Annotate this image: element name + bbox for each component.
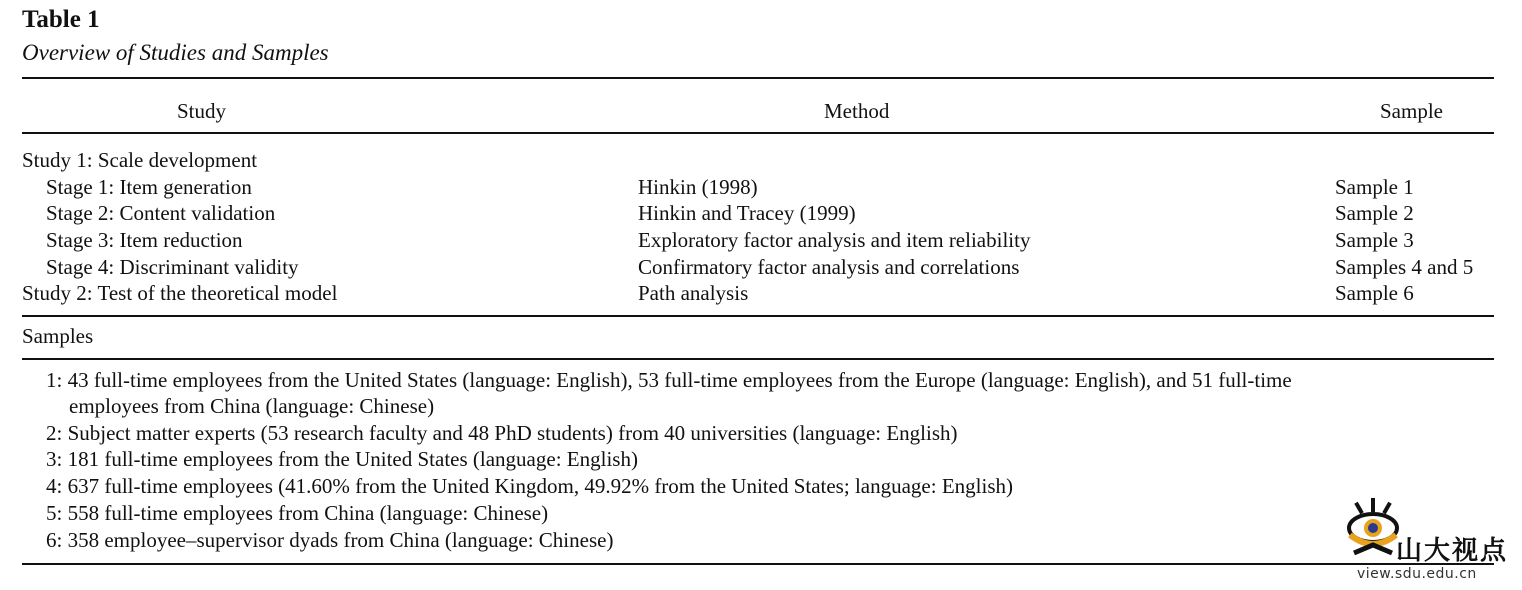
sample-note-continuation: employees from China (language: Chinese) — [69, 394, 435, 418]
sample-note: 6: 358 employee–supervisor dyads from China (language: Chinese) — [46, 528, 614, 552]
samples-rule — [22, 358, 1494, 360]
row-study: Study 1: Scale development — [22, 148, 258, 172]
row-sample: Samples 4 and 5 — [1335, 255, 1474, 279]
row-method: Hinkin and Tracey (1999) — [638, 201, 856, 225]
row-method: Exploratory factor analysis and item reliability — [638, 228, 1031, 252]
header-study: Study — [177, 99, 227, 123]
samples-header: Samples — [22, 324, 94, 348]
table-caption: Overview of Studies and Samples — [22, 40, 329, 65]
row-study: Stage 1: Item generation — [46, 175, 252, 199]
row-method: Path analysis — [638, 281, 749, 305]
row-method: Hinkin (1998) — [638, 175, 758, 199]
row-sample: Sample 1 — [1335, 175, 1414, 199]
watermark-text: 山大视点 — [1396, 536, 1509, 566]
table-label: Table 1 — [22, 6, 100, 33]
header-sample: Sample — [1380, 99, 1443, 123]
row-study: Stage 3: Item reduction — [46, 228, 243, 252]
row-study: Stage 4: Discriminant validity — [46, 255, 299, 279]
sample-note: 3: 181 full-time employees from the United States (language: English) — [46, 447, 638, 471]
sample-note: 4: 637 full-time employees (41.60% from the United Kingdom, 49.92% from the United States; language: English) — [46, 474, 1013, 498]
body-rule — [22, 315, 1494, 317]
row-study: Study 2: Test of the theoretical model — [22, 281, 338, 305]
header-method: Method — [824, 99, 890, 123]
sample-note: 1: 43 full-time employees from the United States (language: English), 53 full-time employees from the Europe (language: English), and 51 full-time — [46, 368, 1292, 392]
sample-note: 2: Subject matter experts (53 research faculty and 48 PhD students) from 40 universities (language: English) — [46, 421, 958, 445]
row-sample: Sample 2 — [1335, 201, 1414, 225]
row-study: Stage 2: Content validation — [46, 201, 276, 225]
header-rule — [22, 132, 1494, 134]
bottom-rule — [22, 563, 1494, 565]
row-sample: Sample 3 — [1335, 228, 1414, 252]
watermark-url: view.sdu.edu.cn — [1357, 566, 1477, 582]
top-rule — [22, 77, 1494, 79]
row-sample: Sample 6 — [1335, 281, 1414, 305]
sample-note: 5: 558 full-time employees from China (language: Chinese) — [46, 501, 549, 525]
row-method: Confirmatory factor analysis and correlations — [638, 255, 1020, 279]
